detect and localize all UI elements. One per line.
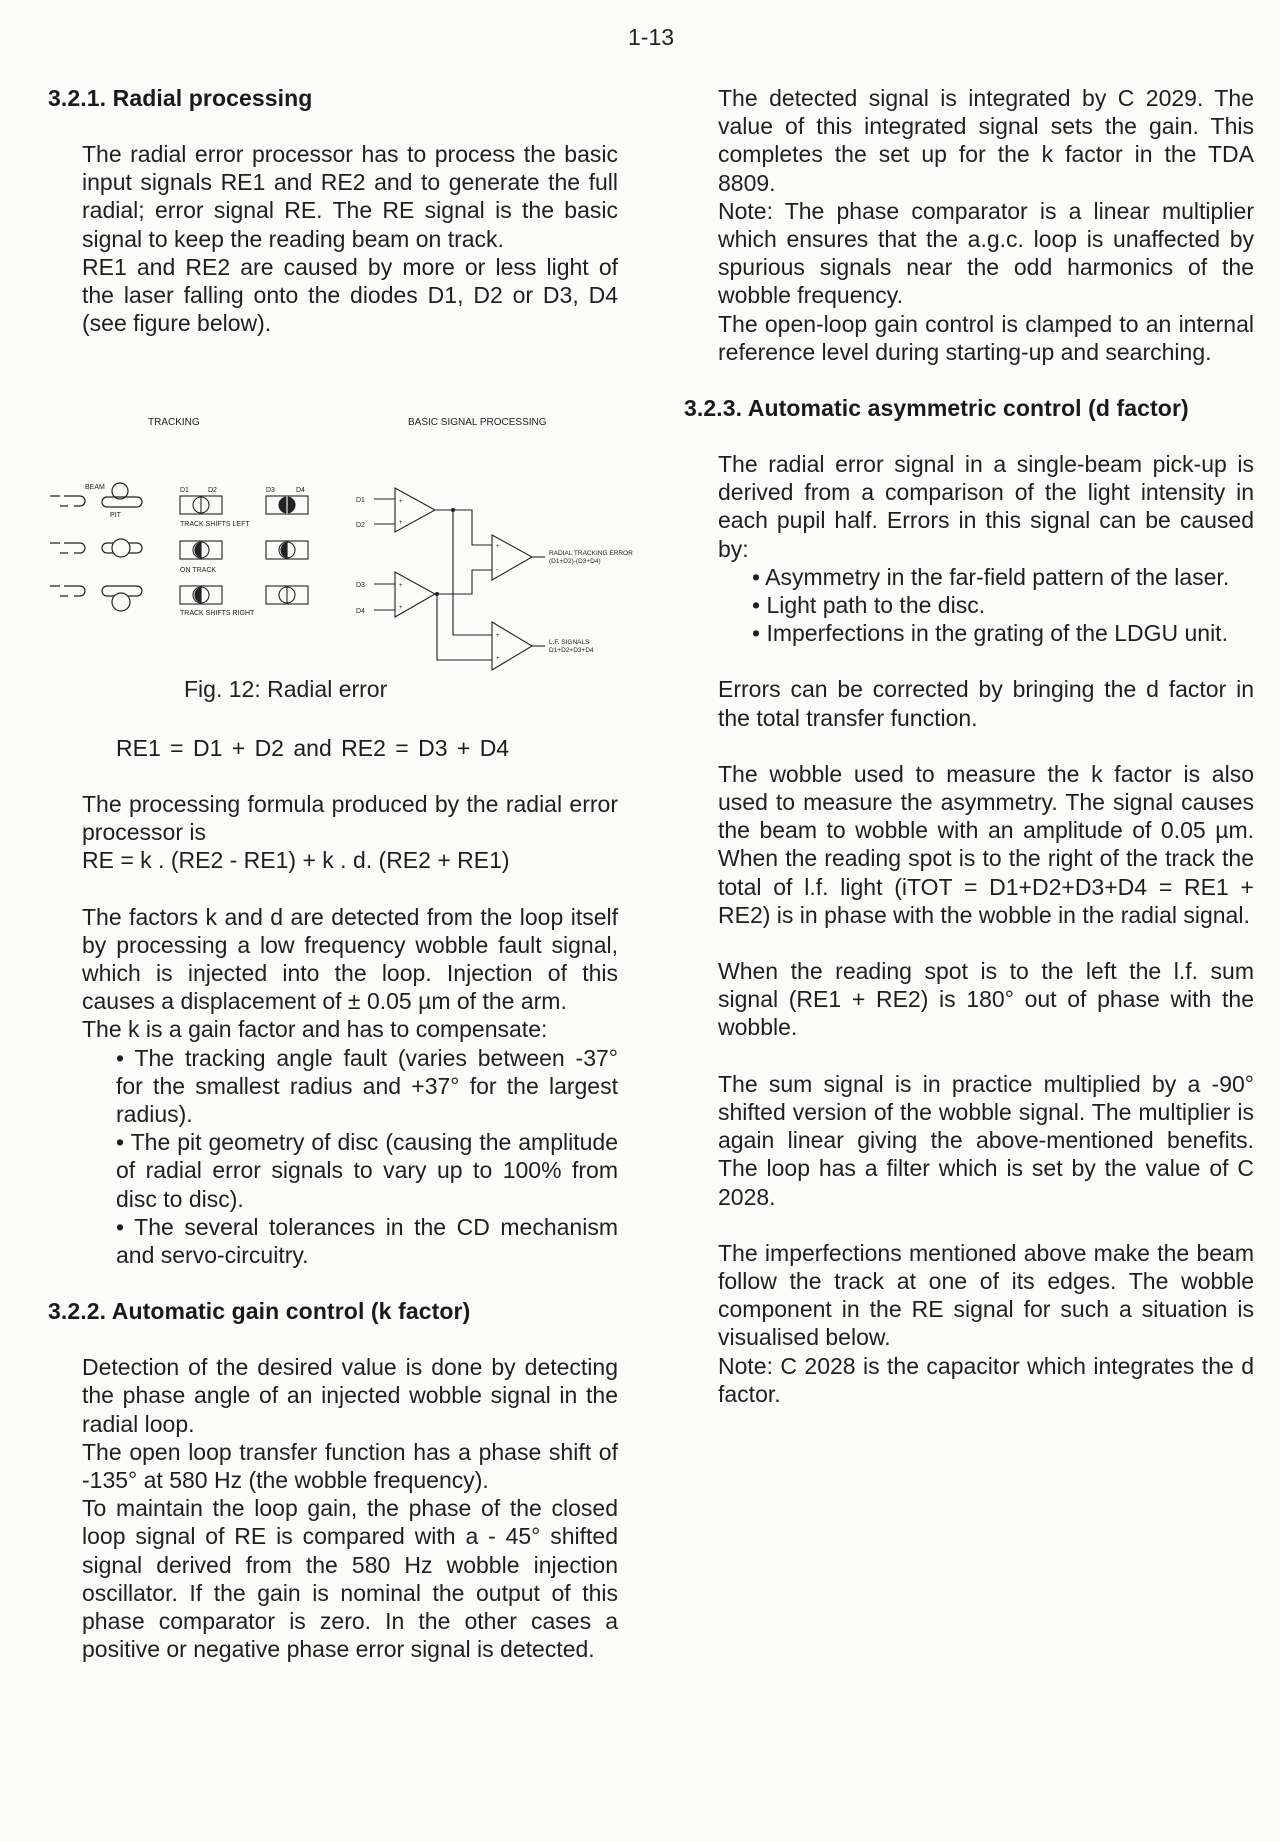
paragraph: The open-loop gain control is clamped to an internal reference level during starting-up and searching.	[718, 310, 1254, 365]
paragraph: RE1 and RE2 are caused by more or less light of the laser falling onto the diodes D1, D2 or D3, D4 (see figure below).	[82, 253, 618, 337]
re-processing-formula: RE = k . (RE2 - RE1) + k . d. (RE2 + RE1)	[82, 847, 510, 874]
lf-signals-formula: D1+D2+D3+D4	[549, 647, 594, 654]
diode-pairs	[180, 496, 308, 604]
plus-sign: +	[496, 656, 500, 662]
radial-tracking-error-formula: (D1+D2)-(D3+D4)	[549, 558, 601, 565]
paragraph: Errors can be corrected by bringing the d factor in the total transfer function.	[718, 676, 1254, 731]
d-factor-causes-list	[752, 563, 1254, 648]
in-d2-label: D2	[356, 522, 365, 529]
paragraph: Note: The phase comparator is a linear multiplier which ensures that the a.g.c. loop is unaffected by spurious signals near the odd harmonics of the wobble frequency.	[718, 197, 1254, 309]
d4-label: D4	[296, 487, 305, 494]
paragraph: The open loop transfer function has a phase shift of -135° at 580 Hz (the wobble frequency).	[82, 1438, 618, 1494]
sum-amp	[492, 622, 532, 670]
list-item: • Light path to the disc.	[752, 592, 986, 619]
processing-title: BASIC SIGNAL PROCESSING	[408, 417, 547, 428]
in-d4-label: D4	[356, 608, 365, 615]
plus-sign: +	[496, 633, 500, 639]
section-3-2-2-heading: 3.2.2. Automatic gain control (k factor)	[48, 1298, 471, 1325]
right-column	[684, 84, 1254, 1408]
d2-label: D2	[208, 487, 217, 494]
d1-label: D1	[180, 487, 189, 494]
list-item: • The pit geometry of disc (causing the amplitude of radial error signals to vary up to 100% from disc to disc).	[116, 1129, 618, 1212]
radial-tracking-error-label: RADIAL TRACKING ERROR	[549, 550, 633, 557]
paragraph: The radial error signal in a single-beam pick-up is derived from a comparison of the light intensity in each pupil half. Errors in this signal can be caused by:	[718, 451, 1254, 562]
paragraph: The radial error processor has to process the basic input signals RE1 and RE2 and to generate the full radial; error signal RE. The RE signal is the basic signal to keep the reading beam on track.	[82, 141, 618, 252]
paragraph: When the reading spot is to the left the l.f. sum signal (RE1 + RE2) is 180° out of phase with the wobble.	[718, 958, 1254, 1041]
paragraph: To maintain the loop gain, the phase of the closed loop signal of RE is compared with a - 45° shifted signal derived from the 580 Hz wobble injection oscillator. If the gain is nominal the output of this phase comparator is zero. In the other cases a positive or negative phase error signal is detected.	[82, 1495, 618, 1663]
difference-amp	[492, 535, 532, 580]
plus-sign: +	[399, 605, 403, 611]
left-column-lower	[48, 734, 618, 1663]
section-3-2-3-heading: 3.2.3. Automatic asymmetric control (d factor)	[684, 395, 1189, 422]
minus-sign: -	[496, 567, 498, 573]
figure-caption: Fig. 12: Radial error	[184, 676, 388, 702]
paragraph: The detected signal is integrated by C 2029. The value of this integrated signal sets the gain. This completes the set up for the k factor in the TDA 8809.	[718, 85, 1254, 196]
plus-sign: +	[399, 583, 403, 589]
on-track-label: ON TRACK	[180, 567, 217, 574]
amplifier-circuit	[374, 488, 545, 670]
plus-sign: +	[399, 520, 403, 526]
paragraph: The k is a gain factor and has to compensate:	[82, 1016, 548, 1043]
plus-sign: +	[399, 499, 403, 505]
k-factor-list	[116, 1044, 618, 1270]
lf-signals-label: L.F. SIGNALS	[549, 639, 590, 646]
paragraph: The processing formula produced by the radial error processor is	[82, 791, 618, 846]
track-shifts-right-label: TRACK SHIFTS RIGHT	[180, 610, 255, 617]
paragraph: The sum signal is in practice multiplied by a -90° shifted version of the wobble signal. The multiplier is again linear giving the above-mentioned benefits. The loop has a filter which is set by the value of C 2028.	[718, 1070, 1254, 1210]
in-d3-label: D3	[356, 582, 365, 589]
re-definition-formula: RE1 = D1 + D2 and RE2 = D3 + D4	[116, 735, 510, 761]
d3-label: D3	[266, 487, 275, 494]
in-d1-label: D1	[356, 497, 365, 504]
list-item: • The several tolerances in the CD mechanism and servo-circuitry.	[116, 1213, 618, 1269]
paragraph: Detection of the desired value is done by detecting the phase angle of an injected wobble signal in the radial loop.	[82, 1354, 618, 1437]
section-3-2-1-heading: 3.2.1. Radial processing	[48, 85, 313, 111]
paragraph: Note: C 2028 is the capacitor which integrates the d factor.	[718, 1352, 1254, 1407]
list-item: • Asymmetry in the far-field pattern of the laser.	[752, 563, 1230, 590]
paragraph: The factors k and d are detected from the loop itself by processing a low frequency wobble fault signal, which is injected into the loop. Injection of this causes a displacement of ± 0.05 µm of the arm.	[82, 903, 618, 1015]
radial-error-figure	[40, 410, 680, 710]
beam-pit-icons	[50, 483, 142, 611]
list-item: • The tracking angle fault (varies between -37° for the smallest radius and +37° for the largest radius).	[116, 1044, 618, 1128]
beam-label: BEAM	[85, 484, 105, 491]
left-column	[48, 84, 618, 337]
plus-sign: +	[496, 544, 500, 550]
pit-label: PIT	[110, 512, 121, 519]
list-item: • Imperfections in the grating of the LDGU unit.	[752, 620, 1228, 647]
paragraph: The wobble used to measure the k factor is also used to measure the asymmetry. The signal causes the beam to wobble with an amplitude of 0.05 µm. When the reading spot is to the right of the track the total of l.f. light (iTOT = D1+D2+D3+D4 = RE1 + RE2) is in phase with the wobble in the radial signal.	[718, 760, 1254, 928]
paragraph: The imperfections mentioned above make the beam follow the track at one of its edges. The wobble component in the RE signal for such a situation is visualised below.	[718, 1239, 1254, 1351]
track-shifts-left-label: TRACK SHIFTS LEFT	[180, 521, 250, 528]
page-number: 1-13	[628, 24, 675, 50]
tracking-title: TRACKING	[148, 417, 200, 428]
